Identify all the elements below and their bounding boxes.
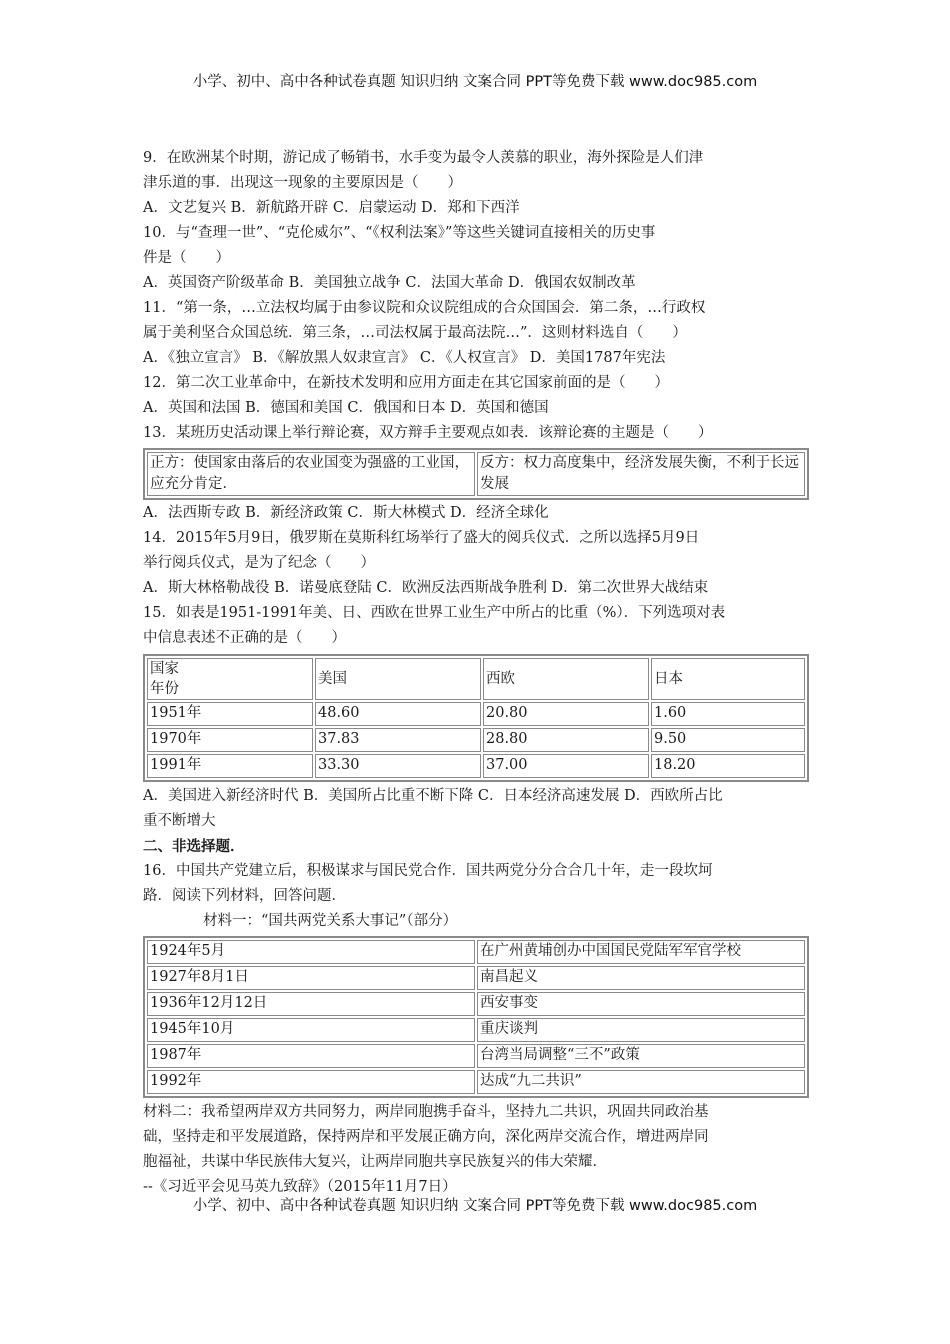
event-date: 1992年: [147, 1070, 475, 1094]
question-10: [143, 221, 813, 296]
question-stem: 16．中国共产党建立后，积极谋求与国民党合作．国共两党分分合合几十年，走一段坎坷: [143, 863, 713, 879]
table-cell: 37.83: [315, 728, 481, 752]
question-options: A．《独立宣言》 B．《解放黑人奴隶宣言》 C．《人权宣言》 D．美国1787年宪法: [143, 350, 666, 366]
question-12: [143, 371, 813, 421]
question-stem: 15．如表是1951-1991年美、日、西欧在世界工业生产中所占的比重（%）．下列选项对表: [143, 605, 726, 621]
event-name: 达成“九二共识”: [477, 1070, 805, 1094]
event-date: 1936年12月12日: [147, 992, 475, 1016]
column-header: 美国: [315, 658, 481, 700]
question-stem: 13．某班历史活动课上举行辩论赛，双方辩手主要观点如表．该辩论赛的主题是（ ）: [143, 425, 713, 441]
industrial-share-table: [143, 654, 809, 782]
table-row: [147, 702, 805, 726]
page-footer: 小学、初中、高中各种试卷真题 知识归纳 文案合同 PPT等免费下载 www.doc985.com: [192, 1198, 758, 1214]
question-stem: 津乐道的事．出现这一现象的主要原因是（ ）: [143, 175, 462, 191]
table-cell: 1991年: [147, 754, 313, 778]
table-row: [147, 1070, 805, 1094]
question-options: 重不断增大: [143, 813, 216, 829]
exam-content: [143, 146, 813, 1200]
material-two: 础，坚持走和平发展道路，保持两岸和平发展正确方向，深化两岸交流合作，增进两岸同: [143, 1129, 709, 1145]
corner-header-cell: [147, 658, 313, 700]
column-header: 西欧: [483, 658, 649, 700]
question-options: A．美国进入新经济时代 B．美国所占比重不断下降 C．日本经济高速发展 D．西欧所占比: [143, 788, 723, 804]
table-row: [147, 452, 805, 496]
event-date: 1927年8月1日: [147, 966, 475, 990]
question-stem: 中信息表述不正确的是（ ）: [143, 630, 346, 646]
table-row: [147, 754, 805, 778]
event-name: 重庆谈判: [477, 1018, 805, 1042]
question-options: A．法西斯专政 B．新经济政策 C．斯大林模式 D．经济全球化: [143, 505, 549, 521]
question-stem: 件是（ ）: [143, 250, 230, 266]
events-table: [143, 936, 809, 1098]
question-stem: 11．“第一条，…立法权均属于由参议院和众议院组成的合众国国会．第二条，…行政权: [143, 300, 706, 316]
page-header: 小学、初中、高中各种试卷真题 知识归纳 文案合同 PPT等免费下载 www.doc985.com: [192, 74, 758, 90]
question-stem: 举行阅兵仪式，是为了纪念（ ）: [143, 555, 375, 571]
question-stem: 9．在欧洲某个时期，游记成了畅销书，水手变为最令人羡慕的职业，海外探险是人们津: [143, 150, 704, 166]
question-13: [143, 421, 813, 526]
question-15: [143, 601, 813, 834]
table-cell: 9.50: [651, 728, 805, 752]
material-two: 材料二：我希望两岸双方共同努力，两岸同胞携手奋斗，坚持九二共识，巩固共同政治基: [143, 1104, 709, 1120]
debate-table: [143, 448, 809, 500]
event-date: 1987年: [147, 1044, 475, 1068]
table-header-row: [147, 658, 805, 700]
corner-header-top: 国家: [150, 661, 179, 677]
event-name: 台湾当局调整“三不”政策: [477, 1044, 805, 1068]
event-name: 南昌起义: [477, 966, 805, 990]
table-row: [147, 940, 805, 964]
table-row: [147, 1044, 805, 1068]
question-16: [143, 859, 813, 1200]
question-14: [143, 526, 813, 601]
material-source: --《习近平会见马英九致辞》（2015年11月7日）: [143, 1179, 457, 1195]
question-stem: 12．第二次工业革命中，在新技术发明和应用方面走在其它国家前面的是（ ）: [143, 375, 669, 391]
question-options: A．英国和法国 B．德国和美国 C．俄国和日本 D．英国和德国: [143, 400, 549, 416]
table-row: [147, 966, 805, 990]
table-row: [147, 992, 805, 1016]
negative-cell: 反方：权力高度集中，经济发展失衡，不利于长远发展: [477, 452, 805, 496]
table-cell: 18.20: [651, 754, 805, 778]
affirmative-cell: 正方：使国家由落后的农业国变为强盛的工业国，应充分肯定．: [147, 452, 475, 496]
event-name: 西安事变: [477, 992, 805, 1016]
table-cell: 1951年: [147, 702, 313, 726]
table-cell: 48.60: [315, 702, 481, 726]
question-11: [143, 296, 813, 371]
question-9: [143, 146, 813, 221]
table-cell: 28.80: [483, 728, 649, 752]
question-options: A．斯大林格勒战役 B．诺曼底登陆 C．欧洲反法西斯战争胜利 D．第二次世界大战结束: [143, 580, 709, 596]
table-cell: 20.80: [483, 702, 649, 726]
question-options: A．英国资产阶级革命 B．美国独立战争 C．法国大革命 D．俄国农奴制改革: [143, 275, 636, 291]
table-cell: 33.30: [315, 754, 481, 778]
question-stem: 路．阅读下列材料，回答问题．: [143, 888, 346, 904]
column-header: 日本: [651, 658, 805, 700]
event-date: 1945年10月: [147, 1018, 475, 1042]
table-row: [147, 1018, 805, 1042]
material-two: 胞福祉，共谋中华民族伟大复兴，让两岸同胞共享民族复兴的伟大荣耀．: [143, 1154, 607, 1170]
question-stem: 属于美利坚合众国总统．第三条，…司法权属于最高法院…”．这则材料选自（ ）: [143, 325, 687, 341]
event-date: 1924年5月: [147, 940, 475, 964]
table-cell: 1.60: [651, 702, 805, 726]
event-name: 在广州黄埔创办中国国民党陆军军官学校: [477, 940, 805, 964]
question-options: A．文艺复兴 B．新航路开辟 C．启蒙运动 D．郑和下西洋: [143, 200, 520, 216]
section-title: 二、非选择题．: [143, 838, 245, 855]
corner-header-bottom: 年份: [150, 681, 179, 697]
question-stem: 14．2015年5月9日，俄罗斯在莫斯科红场举行了盛大的阅兵仪式．之所以选择5月9日: [143, 530, 700, 546]
material-title: 材料一：“国共两党关系大事记”（部分）: [203, 913, 458, 929]
question-stem: 10．与“查理一世”、“克伦威尔”、“《权利法案》”等这些关键词直接相关的历史事: [143, 225, 656, 241]
table-row: [147, 728, 805, 752]
table-cell: 37.00: [483, 754, 649, 778]
table-cell: 1970年: [147, 728, 313, 752]
